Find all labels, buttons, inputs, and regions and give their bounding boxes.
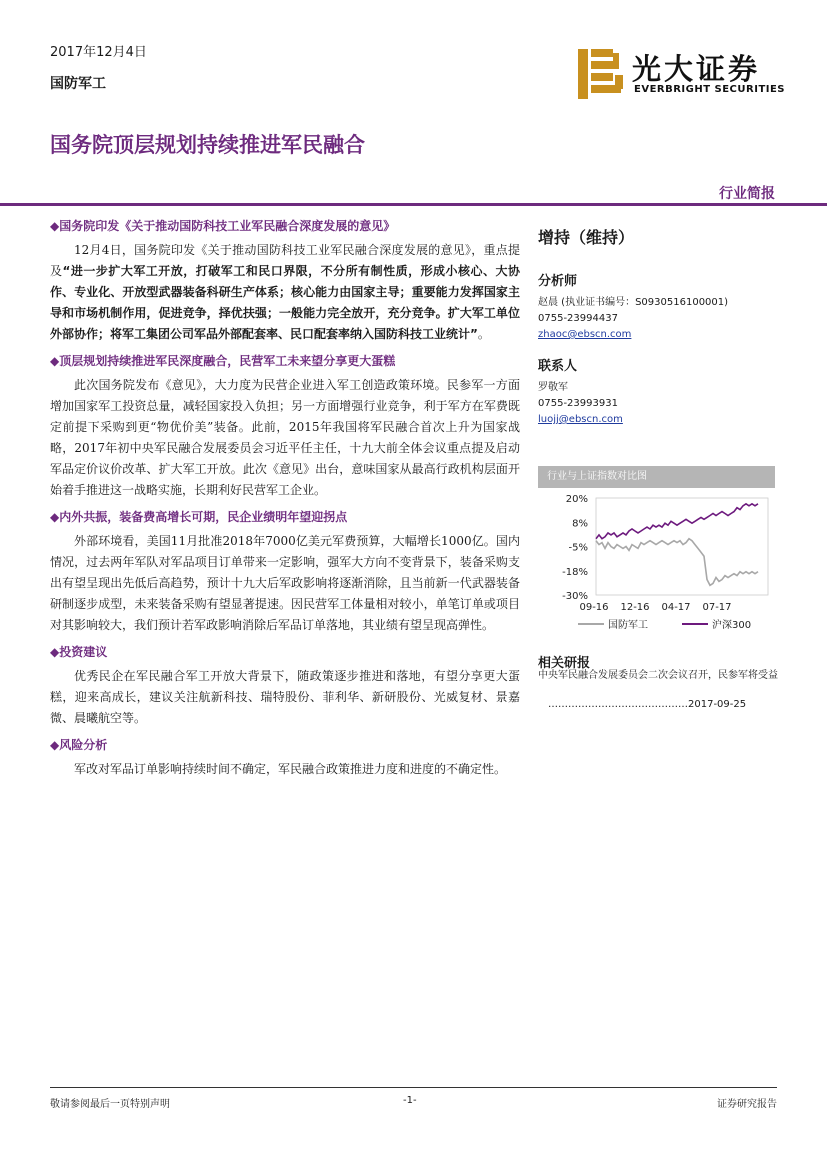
sidebar (538, 215, 778, 428)
series-line-defense (596, 539, 758, 586)
report-type-label: 行业简报 (719, 186, 775, 202)
y-tick-label: -30% (562, 591, 588, 602)
x-tick-label: 12-16 (620, 602, 650, 613)
footer-report-type: 证券研究报告 (717, 1099, 777, 1110)
related-research-date: ……………………………………2017-09-25 (548, 699, 747, 710)
y-tick-label: 20% (565, 494, 588, 505)
report-body (50, 215, 520, 785)
footer-disclaimer: 敬请参阅最后一页特别声明 (50, 1099, 170, 1110)
report-date: 2017年12月4日 (50, 45, 147, 60)
section-paragraph: 此次国务院发布《意见》，大力度为民营企业进入军工创造政策环境。民参军一方面增加国家军工投资总量，减轻国家投入负担；另一方面增强行业竞争，利于军方在军费既定前提下采购到更“物优价美”装备。此前，2015年我国将军民融合首次上升为国家战略，2017年初中央军民融合发展委员会习近平任主任，十九大前全体会议重点提及启动军品定价议价改革、扩大军工开放。此次《意见》出台，意味国家从最高行政机构层面开始着手推进这一战略实施，长期利好民营军工企业。 (50, 378, 520, 497)
analyst-heading: 分析师 (538, 274, 578, 289)
analyst-email-link[interactable]: zhaoc@ebscn.com (538, 329, 632, 340)
section-heading: ◆顶层规划持续推进军民深度融合，民营军工未来望分享更大蛋糕 (50, 354, 396, 368)
related-research-title[interactable]: 中央军民融合发展委员会二次会议召开，民参军将受益 (538, 670, 778, 681)
chart-title: 行业与上证指数对比图 (538, 466, 775, 488)
x-tick-label: 07-17 (702, 602, 732, 613)
section-paragraph: 外部环境看，美国11月批准2018年7000亿美元军费预算，大幅增长1000亿。国内情况，过去两年军队对军品项目订单带来一定影响，强军大方向不变背景下，装备采购支出有望呈现出先低后高趋势，预计十九大后军政影响将逐渐消除，且当前新一代武器装备研制逐步成型，未来装备采购有望显著提速。因民营军工体量相对较小，单笔订单或项目对其影响较大，我们预计若军政影响消除后军品订单落地，其业绩有望呈现高弹性。 (50, 534, 520, 632)
page-number: -1- (403, 1095, 417, 1106)
x-tick-label: 04-17 (661, 602, 691, 613)
contact-email-link[interactable]: luojj@ebscn.com (538, 414, 623, 425)
contact-phone: 0755-23993931 (538, 398, 618, 409)
series-line-hs300 (596, 504, 758, 539)
industry-category: 国防军工 (50, 76, 106, 92)
y-tick-label: -18% (562, 566, 588, 578)
paragraph-text: 。 (477, 327, 490, 341)
legend-label: 国防军工 (608, 620, 648, 631)
brand-name-cn: 光大证券 (632, 52, 761, 86)
paragraph-text: 12月4日，国务院印发《关于推动国防科技工业军民融合深度发展的意见》，重点提及 (50, 243, 520, 278)
brand-name-en: EVERBRIGHT SECURITIES (634, 84, 786, 95)
footer-divider (50, 1087, 777, 1088)
company-logo-icon (578, 49, 626, 99)
page-title: 国务院顶层规划持续推进军民融合 (50, 133, 365, 157)
related-research-heading: 相关研报 (538, 656, 591, 671)
section-paragraph: 优秀民企在军民融合军工开放大背景下，随政策逐步推进和落地，有望分享更大蛋糕，迎来高成长，建议关注航新科技、瑞特股份、菲利华、新研股份、光威复材、景嘉微、晨曦航空等。 (50, 669, 520, 725)
section-heading: ◆投资建议 (50, 645, 108, 659)
section-heading: ◆内外共振，装备费高增长可期，民企业绩明年望迎拐点 (50, 510, 348, 524)
chart-plot-frame (596, 498, 768, 595)
paragraph-bold-text: “进一步扩大军工开放，打破军工和民口界限，不分所有制性质，形成小核心、大协作、专业化、开放型武器装备科研生产体系；核心能力由国家主导；重要能力发挥国家主导和市场机制作用，促进竞争，择优扶强；一般能力完全放开，充分竞争。扩大军工单位外部协作；将军工集团公司军品外部配套率、民口配套率纳入国防科技工业统计” (50, 264, 520, 341)
y-tick-label: 8% (572, 518, 588, 530)
section-heading: ◆国务院印发《关于推动国防科技工业军民融合深度发展的意见》 (50, 219, 396, 233)
x-tick-label: 09-16 (579, 602, 609, 613)
rating-label: 增持（维持） (538, 228, 635, 247)
analyst-phone: 0755-23994437 (538, 313, 618, 324)
contact-heading: 联系人 (538, 359, 578, 374)
index-comparison-chart (538, 490, 778, 644)
y-tick-label: -5% (568, 542, 588, 554)
section-heading: ◆风险分析 (50, 738, 108, 752)
contact-name: 罗敬军 (538, 382, 568, 393)
header-divider (0, 203, 827, 206)
section-paragraph (50, 240, 520, 345)
analyst-name: 赵晨 (执业证书编号：S0930516100001) (538, 297, 729, 308)
section-paragraph: 军改对军品订单影响持续时间不确定，军民融合政策推进力度和进度的不确定性。 (74, 762, 507, 776)
legend-label: 沪深300 (712, 620, 752, 631)
